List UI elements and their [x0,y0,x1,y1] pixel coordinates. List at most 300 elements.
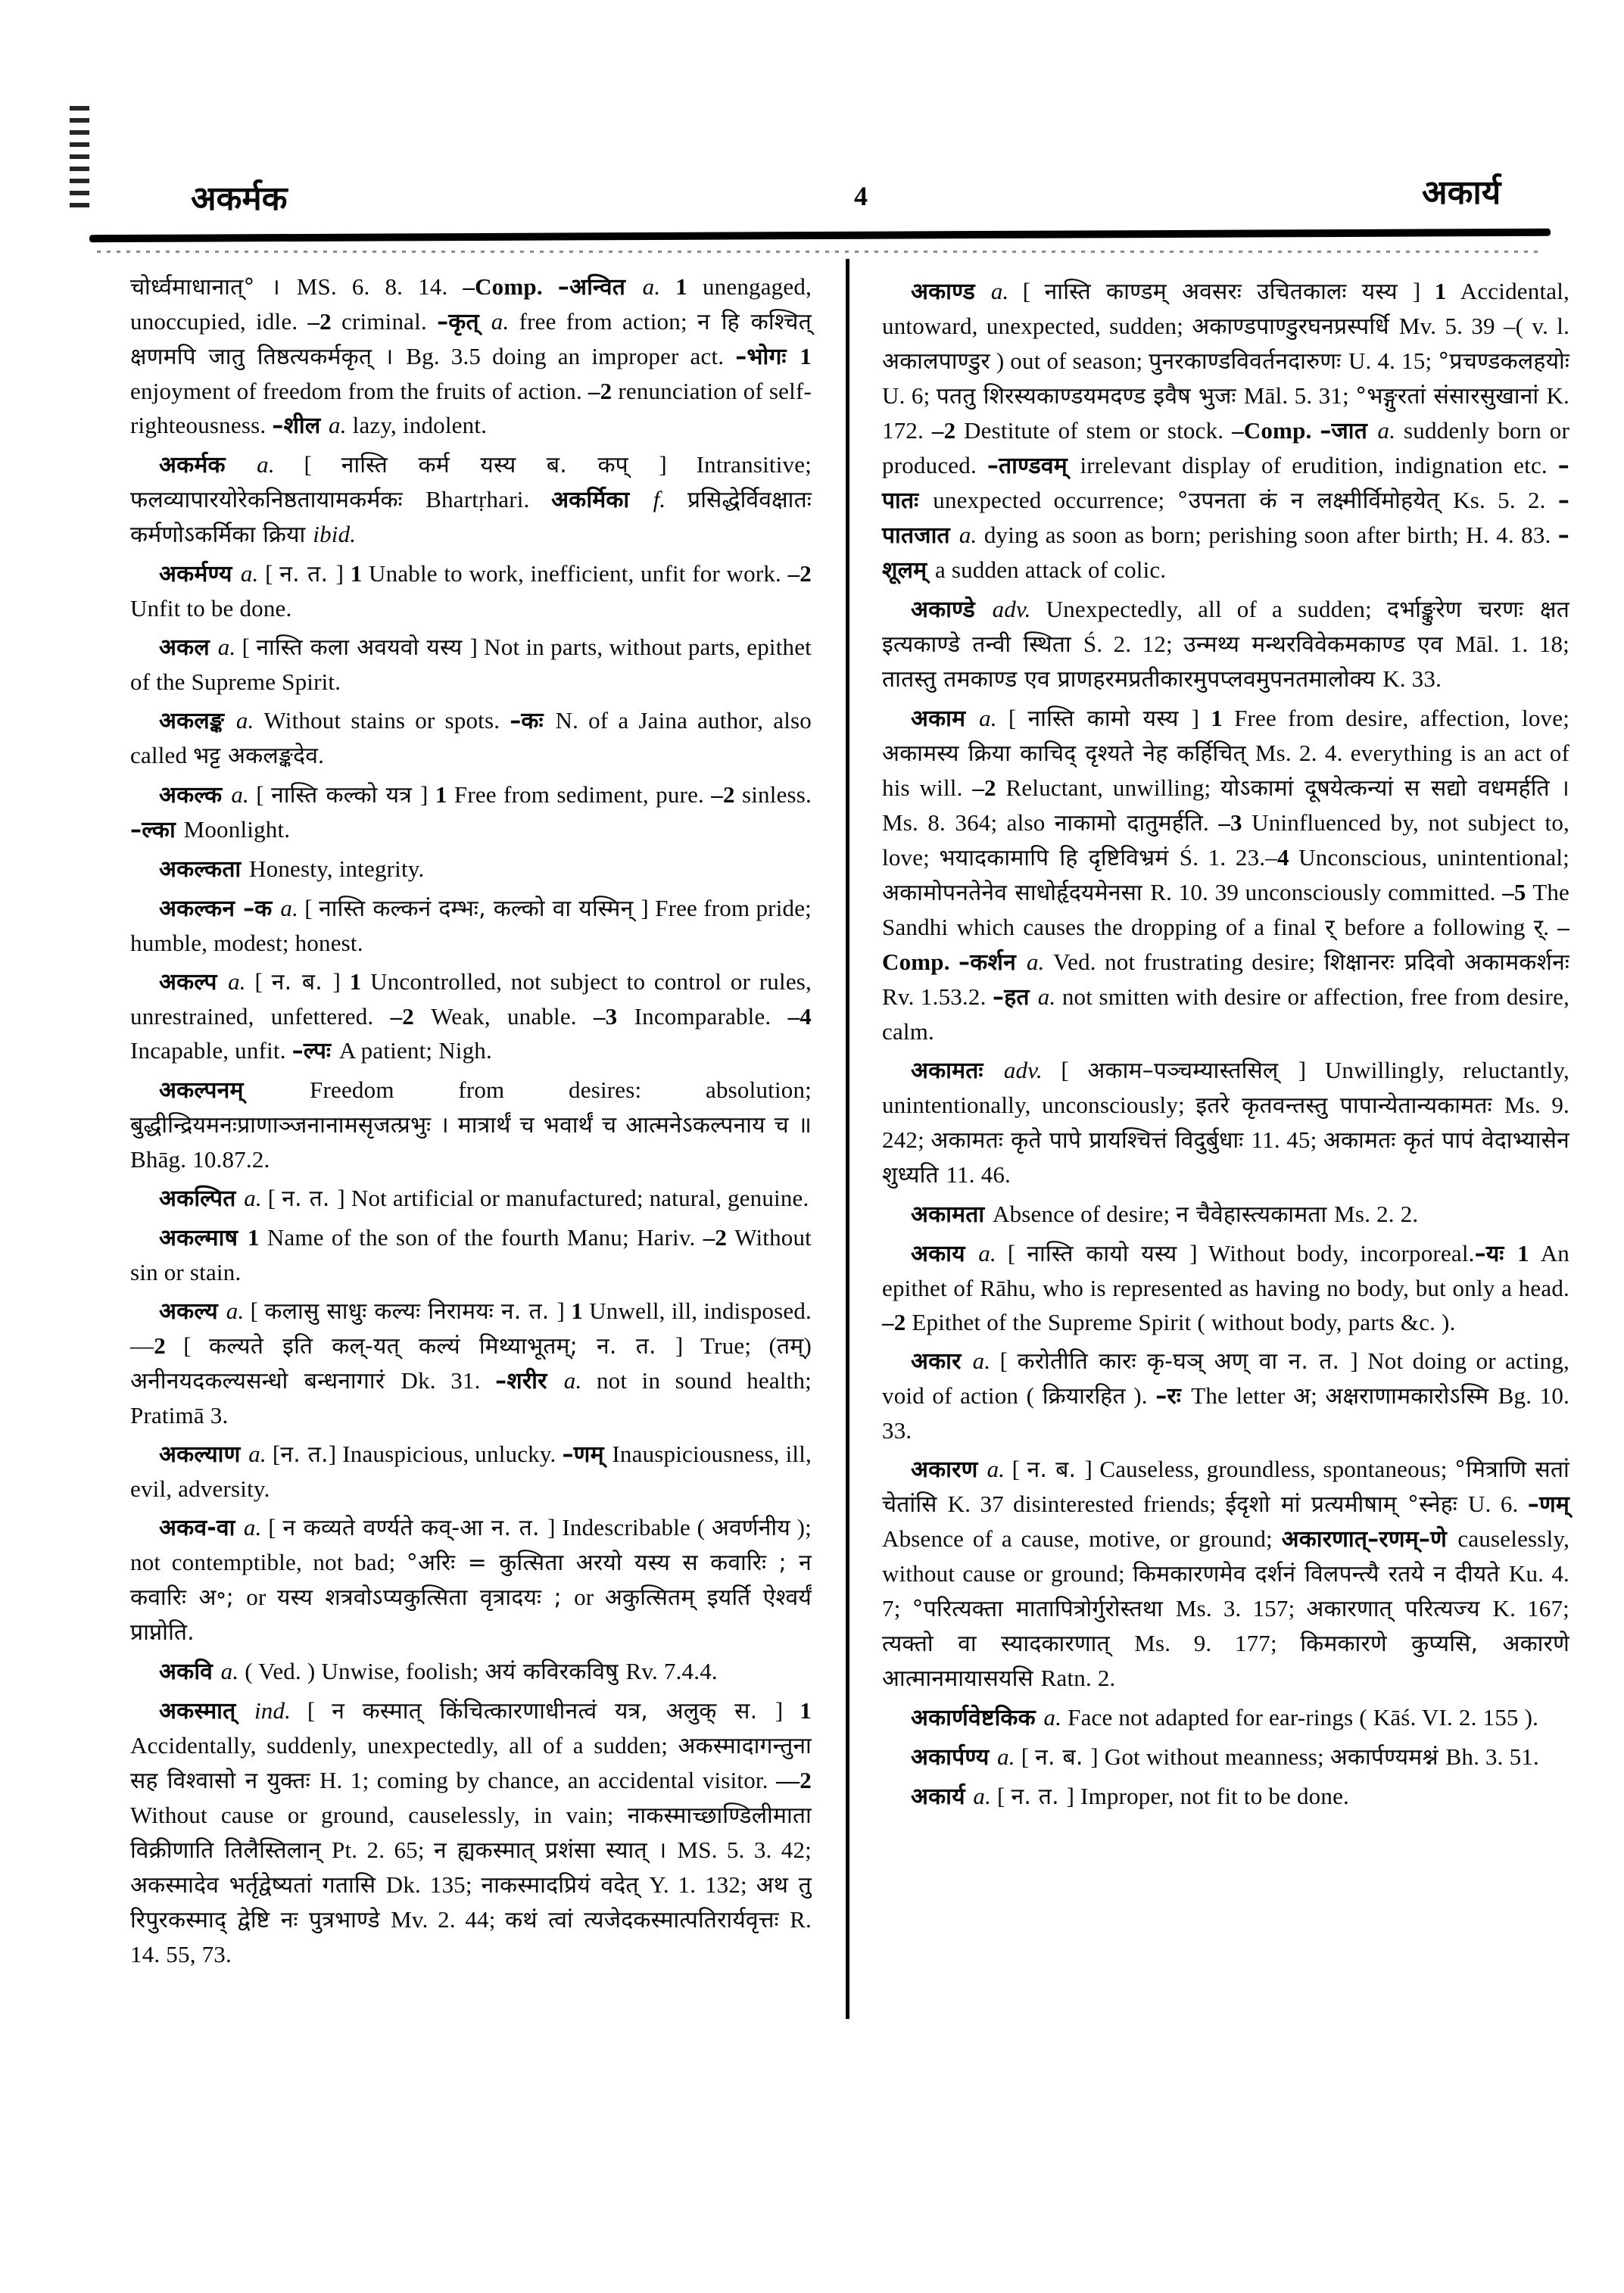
text-segment: Bhāg. 10.87.2. [130,1146,270,1173]
text-segment: अकवि [159,1659,221,1685]
text-segment: Pt. 2. 65; [332,1837,434,1863]
text-segment: –2 [931,417,965,444]
text-segment: –कर्शन [959,949,1027,976]
text-segment: a. [226,1298,251,1324]
text-segment: ( Ved. ) Unwise, foolish; [245,1658,485,1684]
text-segment: अकामोपनतेनेव साधोर्हृदयमेनसा [882,880,1151,906]
text-segment: न. त. [279,561,336,587]
text-segment: 1 [435,781,454,808]
text-segment: Māl. 5. 31; [1243,382,1356,409]
text-segment: An epithet of Rāhu, who is represented as having no body, but only a head. [882,1240,1569,1301]
text-segment: अकार्पण्य [911,1744,998,1771]
text-segment: अयं कविरकविषु [485,1659,626,1685]
text-segment: अकल्कता [159,856,250,883]
text-segment: 1 [247,1224,267,1251]
text-segment: –णम् [562,1441,613,1468]
text-segment: or [246,1584,278,1610]
text-segment: किमकारणे कुप्यसि, अकारणे आत्मानमायासयसि [882,1631,1569,1692]
text-segment: Destitute of stem or stock. [964,417,1233,444]
text-segment: –शील [272,413,329,439]
text-segment: –2 [972,774,1006,801]
text-segment: –कृत् [437,309,491,335]
text-segment: अकार्णवेष्टकिक [911,1705,1044,1731]
text-segment: [ [1007,1240,1027,1266]
text-segment: Accidental, untoward, unexpected, sudden; [882,278,1569,339]
entry-akalanka [130,703,812,773]
text-segment: criminal. [341,308,438,335]
text-segment: दर्भाङ्कुरेण चरणः क्षत इत्यकाण्डे तन्वी स्थिता [882,597,1570,658]
text-segment: a. [987,1456,1012,1482]
text-segment: कथं त्वां त्यजेदकस्मात्पतिरार्यवृत्तः [505,1907,790,1933]
text-segment: Māl. 1. 18; [1454,631,1569,657]
text-segment: ; [1311,1382,1326,1409]
text-segment: Accidentally, suddenly, unexpectedly, all of a sudden; [130,1732,678,1759]
entry-akalpa [130,964,812,1068]
text-segment: N. of a Jaina author, also called [130,707,812,768]
text-segment: unexpected occurrence; [933,487,1177,513]
text-segment: अकलङ्क [159,708,236,734]
text-segment: Inauspiciousness, ill, evil, adversity. [130,1441,812,1502]
text-segment: –3 [1218,809,1252,836]
text-segment: f. [653,486,687,512]
text-segment: नाकामो दातुमर्हति [1054,810,1204,837]
text-segment: [ [256,781,272,808]
text-segment: Rv. 1.53.2. [882,983,993,1010]
text-segment: ] [335,560,351,587]
text-segment: नास्ति कला अवयवो यस्य [256,634,470,661]
text-segment: 1 [800,1697,812,1724]
text-segment: –णम् [1527,1491,1569,1518]
entry-akaya [882,1236,1569,1339]
text-segment: ] Intransitive; [659,451,812,478]
text-segment: free from action; [519,308,697,335]
text-segment: a. [1037,983,1062,1010]
text-segment: –2 [787,560,812,587]
header-rule-dotted [97,251,1539,253]
text-segment: K. 167; [1492,1595,1569,1622]
text-segment: ). [1125,1382,1156,1409]
text-segment: a. [978,1240,1008,1266]
text-segment: अकल [159,634,218,661]
text-segment: –हत [993,984,1038,1011]
entry-akalka [130,777,812,847]
text-segment: before a following [1344,914,1534,940]
text-segment: अकस्मादेव भर्तृद्वेष्यतां गतासि [130,1872,386,1899]
text-segment: –3 [593,1003,634,1030]
entry-akande [882,592,1569,696]
text-segment: न. त. [282,1185,338,1212]
text-segment: [ [242,634,257,660]
text-segment: –जात [1320,418,1378,444]
entry-akalkana [130,891,812,960]
text-segment: not in sound health; Pratimā 3. [130,1367,812,1428]
text-segment: enjoyment of freedom from the fruits of action. [130,378,588,404]
text-segment: Face not adapted for ear-rings ( Kāś. VI. 2. 155 ). [1068,1704,1539,1731]
text-segment: [ [183,1332,210,1359]
text-segment: Bg. 3.5 doing an improper act. [406,343,736,369]
text-segment: ] [1412,278,1435,304]
text-segment: अकाण्ड [911,279,991,305]
text-segment: किमकारणमेव दर्शनं विलपन्त्यै रतये न दीयते [1133,1561,1509,1587]
text-segment: अकार [911,1348,973,1375]
text-segment: MS. 6. 8. 14. [296,273,463,300]
text-segment: a. [257,451,304,478]
text-segment: a. [1377,417,1404,444]
text-segment: Freedom from desires: absolution; [310,1076,812,1103]
text-segment: adv. [1003,1057,1061,1083]
text-segment: U. 4. 15; [1348,347,1439,374]
header-left-guideword: अकर्मक [191,179,288,218]
text-segment: अकुत्सितम् इयर्ति ऐश्वर्यं प्राप्नोति. [130,1584,812,1646]
text-segment: –2 [307,308,342,335]
text-segment: Epithet of the Supreme Spirit ( without body, parts &c. ). [912,1309,1456,1335]
entry-akarpanya [882,1740,1569,1774]
text-segment: Uninfluenced by, not subject to, love; [882,809,1569,871]
text-segment: Rv. 7.4.4. [625,1658,718,1684]
text-segment: a. [563,1367,597,1394]
text-segment: Mv. 2. 44; [391,1906,506,1933]
text-segment: अकाण्डपाण्डुरघनप्रस्पर्धि [1192,313,1399,340]
text-segment: [ [304,895,319,921]
text-segment: Bhartṛhari. [425,486,552,512]
text-segment: [ [996,1783,1011,1809]
text-segment: –ताण्डवम् [987,453,1080,479]
text-segment: Ms. 8. 364; also [882,809,1055,836]
text-segment: Ś. 1. 23.– [1179,844,1277,871]
text-segment: 1 [571,1298,590,1324]
text-segment: ibid. [313,521,357,547]
text-segment: कल्यते इति कल्-यत् कल्यं मिथ्याभूतम्; न. त. [209,1333,675,1360]
text-segment: न चैवेहास्त्यकामता [1176,1201,1335,1228]
entry-akalpanam [130,1073,812,1176]
text-segment: U. 6. [1468,1491,1528,1517]
text-segment: a. [979,705,1008,731]
header-rule [89,229,1551,242]
text-segment: त्यक्तो वा स्यादकारणात् [882,1631,1135,1657]
text-segment: न हि कश्चित् क्षणमपि जातु तिष्ठत्यकर्मकृत् । [130,309,812,370]
text-segment: U. 6; [882,382,937,409]
text-segment: Uncontrolled, not subject to control or rules, unrestrained, unfettered. [130,968,812,1030]
text-segment: Ks. 5. 2. [1453,487,1558,513]
text-segment: °प्रचण्डकलहयोः [1438,348,1569,375]
text-segment: अकर्मण्य [159,561,241,587]
text-segment: शिक्षानरः प्रदिवो अकामकर्शनः [1323,949,1570,976]
text-segment: 1 [350,560,369,587]
text-segment: °भङ्गुरतां संसारसुखानां [1355,383,1547,410]
text-segment: —2 [776,1767,812,1793]
text-segment: a. [220,1658,245,1684]
text-segment: [ [304,451,341,478]
text-segment: ] [332,968,350,995]
text-segment: ] [420,781,435,808]
text-segment: अकर्मक [159,452,257,478]
text-segment: ] Not doing or acting, void of action ( [882,1347,1569,1409]
text-segment: नाकस्मादप्रियं वदेत् [481,1872,650,1899]
text-segment: Dk. 135; [385,1871,482,1898]
text-segment: . [1543,914,1558,940]
text-segment: अकाम [911,706,980,732]
text-segment: कलासु साधुः कल्यः निरामयः न. त. [264,1298,557,1325]
text-segment: अ [1292,1383,1311,1410]
text-segment: –4 [787,1003,812,1030]
text-segment: न. ब. [1035,1744,1091,1771]
text-segment: not smitten with desire or affection, free from desire, calm. [882,983,1569,1045]
text-segment: 1 [1434,278,1460,304]
text-segment: अकल्क [159,782,232,808]
entry-akalkata [130,852,812,886]
text-segment: a. [329,412,353,438]
text-segment: . [1203,809,1219,836]
text-segment: अकल्प [159,969,229,995]
text-segment: °उपनता कं न लक्ष्मीर्विमोहयेत् [1177,488,1454,514]
text-segment: a. [642,273,676,300]
text-segment: पुनरकाण्डविवर्तनदारुणः [1149,348,1348,375]
text-segment: –5 [1502,879,1533,905]
text-segment: a. [240,560,266,587]
text-segment: ] Not artificial or manufactured; natural, genuine. [337,1185,809,1211]
text-segment: अकारणात् परित्यज्य [1306,1596,1493,1622]
text-segment: 11. 46. [946,1161,1011,1188]
text-segment: Ms. 9. 242; [882,1092,1570,1153]
text-segment: अकव-वा [159,1515,244,1541]
text-segment: अक्षराणामकारोऽस्मि [1325,1383,1498,1410]
entry-akarya [882,1779,1569,1814]
text-segment: ] [556,1298,572,1324]
text-segment: पततु शिरस्यकाण्डयमदण्ड इवैष भुजः [936,383,1244,410]
text-segment: ] Not in parts, without parts, epithet of the Supreme Spirit. [130,634,812,695]
text-segment: [ [268,1514,283,1541]
text-segment: a. [973,1783,997,1809]
text-segment: नास्ति कल्को यत्र [271,782,421,808]
entry-akarma-continuation [130,269,812,443]
text-segment: अकालपाण्डुर [882,348,990,375]
text-segment: 1 [800,343,812,369]
text-segment: –Comp. [1232,417,1320,444]
text-segment: –कः [510,708,556,734]
text-segment: नास्ति कायो यस्य [1027,1241,1190,1267]
text-segment: Ratn. 2. [1040,1665,1116,1691]
text-segment: ] Inauspicious, unlucky. [328,1441,563,1467]
text-segment: तातस्तु तमकाण्ड एव प्राणहरमप्रतीकारमुपप्लवमुपनतमालोक्य [882,666,1383,693]
text-segment: 1 [349,968,371,995]
text-segment: –यः [1474,1241,1518,1267]
text-segment: [ [999,1347,1018,1374]
text-segment: अकस्मादागन्तुना सह विश्वासो न युक्तः [130,1733,812,1794]
text-segment: ] Free from pride; humble, modest; honest. [130,895,812,956]
entry-akavi [130,1654,812,1689]
scan-binding-artifact [70,106,89,212]
text-segment: Ms. 2. 2. [1334,1201,1419,1227]
text-segment: a. [217,634,242,660]
text-segment: Ms. 2. 4. everything is an act of his will. [882,740,1569,801]
text-segment: Without stains or spots. [263,707,510,734]
text-segment: अनीनयदकल्यसन्धो बन्धनागारं [130,1368,401,1394]
text-segment: R. 10. 39 unconsciously committed. [1150,879,1503,905]
text-segment: renunciation of self-righteousness. [130,378,812,438]
text-segment: भट्ट अकलङ्कदेव [193,743,319,769]
text-segment: –भोगः [735,344,800,370]
text-segment: Unwell, ill, indisposed.— [130,1298,812,1359]
entry-akamatah [882,1053,1569,1192]
text-segment: अकारण [911,1456,987,1483]
entry-akarnaveshtakika [882,1700,1569,1735]
text-segment: [ [1022,278,1045,304]
text-segment: Reluctant, unwilling; [1005,774,1221,801]
text-segment: Unexpectedly, all of a sudden; [1046,596,1387,622]
text-segment: अकामतः कृतं पापं वेदाभ्यासेन शुध्यति [882,1127,1569,1189]
text-segment: or [574,1584,605,1610]
text-segment: अकल्माष [159,1225,248,1251]
text-segment: Moonlight. [183,816,291,843]
text-segment: Y. 1. 132; [649,1871,756,1898]
text-segment: Ved. not frustrating desire; [1052,949,1324,975]
text-segment: °अरिः = कुत्सिता अरयो यस्य स कवारिः ; न कवारिः अ॰; [130,1550,812,1611]
text-segment: –2 [882,1309,912,1335]
text-segment: [ [265,560,280,587]
text-segment: तम् [777,1333,804,1360]
text-segment: Incomparable. [634,1003,788,1030]
entry-akalyana [130,1437,812,1506]
text-segment: न. ब. [1027,1456,1085,1483]
text-segment: Without cause or ground, causelessly, in vain; [130,1802,628,1828]
text-segment: –शूलम् [882,522,1569,584]
header-right-guideword: अकार्य [1422,173,1501,212]
text-segment: K. 37 disinterested friends; [947,1491,1226,1517]
text-segment: ] Unwillingly, reluctantly, unintentionally, unconsciously; [882,1057,1569,1118]
text-segment: उन्मथ्य मन्थरविवेकमकाण्ड एव [1183,631,1455,658]
column-divider-rule [846,259,849,2019]
entry-akama [882,701,1569,1048]
text-segment: a. [231,781,257,808]
text-segment: –2 [711,781,742,808]
text-segment: Incapable, unfit. [130,1037,292,1064]
entry-akala [130,630,812,699]
text-segment: नास्ति कामो यस्य [1027,706,1192,732]
text-segment: a. [228,968,255,995]
entry-akara [882,1344,1569,1447]
text-segment: ईदृशो मां प्रत्यमीषाम् °स्नेहः [1225,1491,1468,1518]
text-segment: Free from desire, affection, love; [1234,705,1570,731]
text-segment: –2 [588,378,619,404]
text-segment: –Comp. [882,914,1569,975]
text-segment: Unconscious, unintentional; [1298,844,1569,871]
text-segment: अकामता [911,1201,993,1228]
entry-akanda [882,274,1569,587]
text-segment: र् [1533,914,1544,941]
text-segment: नाकस्माच्छाण्डिलीमाता विक्रीणाति तिलैस्तिलान् [130,1802,812,1864]
text-segment: [ [254,968,272,995]
text-segment: अकार्य [911,1784,974,1810]
text-segment: ); not contemptible, not bad; [130,1514,812,1575]
text-segment: न कस्मात् किंचित्कारणाधीनत्वं यत्र, अलुक् स. [332,1698,775,1724]
text-segment: dying as soon as born; perishing soon after birth; H. 4. 83. [983,522,1558,548]
text-segment: a. [997,1743,1021,1770]
text-segment: –पातः [882,453,1569,514]
text-segment: a sudden attack of colic. [934,556,1167,583]
text-segment: –पातजात [882,488,1570,549]
text-segment: अकर्मिका [551,487,653,513]
text-segment: अथ तु रिपुरकस्माद् द्वेष्टि नः पुत्रभाण्डे [130,1872,812,1933]
text-segment: a. [1026,949,1053,975]
entry-akamata [882,1197,1569,1232]
text-segment: [ [250,1298,265,1324]
text-segment: causelessly, without cause or ground; [882,1525,1570,1587]
text-segment: 1 [1517,1240,1541,1266]
text-segment: अवर्णनीय [711,1515,790,1541]
text-segment: ] Improper, not fit to be done. [1066,1783,1349,1809]
text-segment: अकाण्डे [911,597,993,623]
entry-akarana [882,1452,1569,1696]
text-segment: °मित्राणि सतां चेतांसि [882,1456,1569,1518]
text-segment: अकाम–पञ्चम्यास्तसिल् [1087,1058,1298,1084]
text-segment: अकामतः [911,1058,1004,1084]
entry-akava [130,1510,812,1650]
text-segment: अकल्याण [159,1441,249,1468]
text-segment: a. [959,522,984,548]
text-segment: –2 [390,1003,432,1030]
text-segment: Ms. 3. 157; [1175,1595,1307,1622]
text-segment: ] [1191,705,1211,731]
text-segment: Absence of desire; [992,1201,1177,1227]
text-segment: –2 [703,1224,735,1251]
text-segment: यस्य शत्रवोऽप्यकुत्सिता वृत्रादयः ; [277,1584,575,1611]
text-segment: a. [248,1441,273,1467]
text-segment: A patient; Nigh. [338,1037,492,1064]
text-segment: न. ब. [271,969,333,995]
entry-akasmat [130,1693,812,1971]
text-segment: Free from sediment, pure. [454,781,712,808]
text-segment: अकल्कन –क [159,896,281,922]
text-segment: MS. 5. 3. 42; [677,1837,812,1863]
text-segment: Weak, unable. [431,1003,594,1030]
text-segment: [ [307,1697,332,1724]
text-segment: R. 14. 55, 73. [130,1906,812,1967]
text-segment: 1 [675,273,703,300]
text-segment: ind. [254,1697,307,1724]
text-segment: फलव्यापारयोरेकनिष्ठतायामकर्मकः [130,487,426,513]
text-segment: Ś. 2. 12; [1083,631,1184,657]
entry-akalmasha [130,1220,812,1289]
text-segment: Ku. 4. 7; [882,1560,1570,1622]
text-segment: –ल्का [130,817,184,843]
header-page-number: 4 [854,181,868,211]
text-segment: Without sin or stain. [130,1224,812,1285]
text-segment: ] Got without meanness; [1090,1743,1330,1770]
text-segment: [ [1021,1743,1036,1770]
text-segment: a. [243,1514,269,1541]
text-segment: a. [235,707,264,734]
text-segment: The Sandhi which causes the dropping of a final [882,879,1569,940]
text-segment: –ल्पः [291,1038,339,1064]
right-column [882,269,1569,1814]
text-segment: ] [775,1697,800,1724]
text-segment: Bg. 10. 33. [882,1382,1570,1444]
text-segment: Unable to work, inefficient, unfit for work. [369,560,788,587]
text-segment: a. [244,1185,268,1211]
text-segment: . [318,742,325,768]
text-segment: Honesty, integrity. [249,855,425,882]
text-segment: अकल्पनम् [159,1077,310,1104]
text-segment: [ [272,1441,281,1467]
text-segment: irrelevant display of erudition, indignation etc. [1080,452,1558,478]
text-segment: Dk. 31. [401,1367,496,1394]
text-segment: न कव्यते वर्ण्यते कव्-आ न. त. [282,1515,548,1541]
text-segment: lazy, indolent. [352,412,488,438]
text-segment: Bh. 3. 51. [1445,1743,1539,1770]
text-segment: [ [1061,1057,1088,1083]
text-segment: –Comp. [463,273,558,300]
text-segment: ] Causeless, groundless, spontaneous; [1084,1456,1454,1482]
